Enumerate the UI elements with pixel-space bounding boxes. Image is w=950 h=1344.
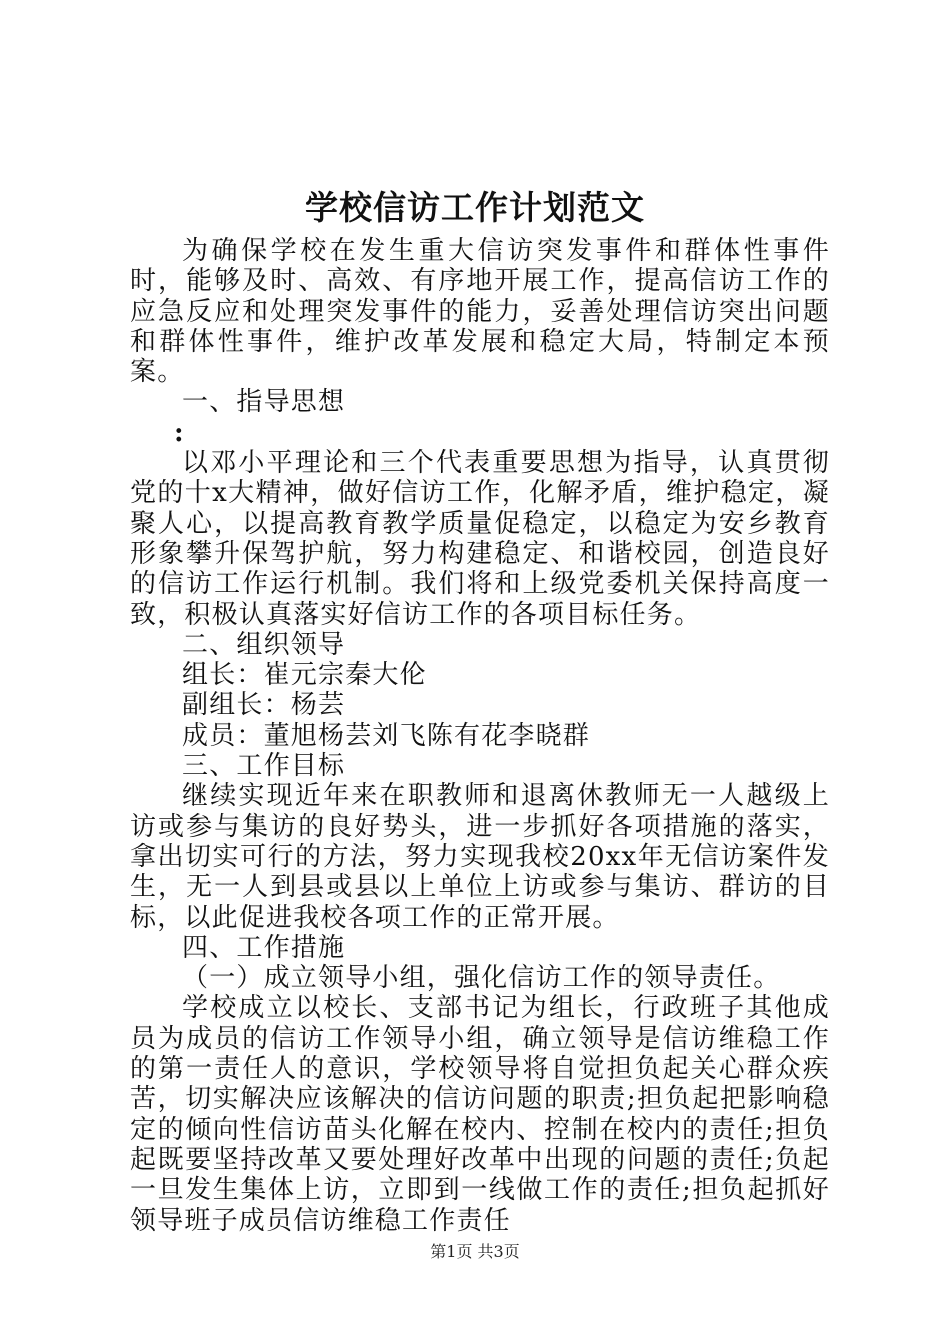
line-members: 成员：董旭杨芸刘飞陈有花李晓群 <box>182 720 591 751</box>
page-number-footer: 第1页 共3页 <box>430 1242 520 1261</box>
subsection-heading-leadership-group: （一）成立领导小组，强化信访工作的领导责任。 <box>182 963 781 994</box>
section-heading-work-goals: 三、工作目标 <box>182 751 346 782</box>
section-heading-work-measures: 四、工作措施 <box>182 932 346 963</box>
line-deputy-leader: 副组长：杨芸 <box>182 690 346 721</box>
section-heading-guiding-ideology: 一、指导思想 <box>182 387 346 418</box>
section-heading-organization: 二、组织领导 <box>182 629 346 660</box>
document-body <box>130 236 830 1236</box>
paragraph-intro: 为确保学校在发生重大信访突发事件和群体性事件时，能够及时、高效、有序地开展工作，提高信访工作的应急反应和处理突发事件的能力，妥善处理信访突出问题和群体性事件，维护改革发展和稳定大局，特制定本预案。 <box>130 236 830 388</box>
paragraph-guiding-ideology: 以邓小平理论和三个代表重要思想为指导，认真贯彻党的十x大精神，做好信访工作，化解矛盾，维护稳定，凝聚人心，以提高教育教学质量促稳定，以稳定为安乡教育形象攀升保驾护航，努力构建稳定、和谐校园，创造良好的信访工作运行机制。我们将和上级党委机关保持高度一致，积极认真落实好信访工作的各项目标任务。 <box>130 448 830 630</box>
paragraph-leadership-group: 学校成立以校长、支部书记为组长，行政班子其他成员为成员的信访工作领导小组，确立领导是信访维稳工作的第一责任人的意识，学校领导将自觉担负起关心群众疾苦，切实解决应该解决的信访问题的职责;担负起把影响稳定的倾向性信访苗头化解在校内、控制在校内的责任;担负起既要坚持改革又要处理好改革中出现的问题的责任;负起一旦发生集体上访，立即到一线做工作的责任;担负起抓好领导班子成员信访维稳工作责任 <box>130 993 830 1236</box>
colon-mark: : <box>174 417 185 448</box>
paragraph-work-goals: 继续实现近年来在职教师和退离休教师无一人越级上访或参与集访的良好势头，进一步抓好各项措施的落实，拿出切实可行的方法，努力实现我校20xx年无信访案件发生，无一人到县或县以上单位上访或参与集访、群访的目标，以此促进我校各项工作的正常开展。 <box>130 781 830 933</box>
document-title: 学校信访工作计划范文 <box>305 188 645 227</box>
line-group-leader: 组长：崔元宗秦大伦 <box>182 660 427 691</box>
